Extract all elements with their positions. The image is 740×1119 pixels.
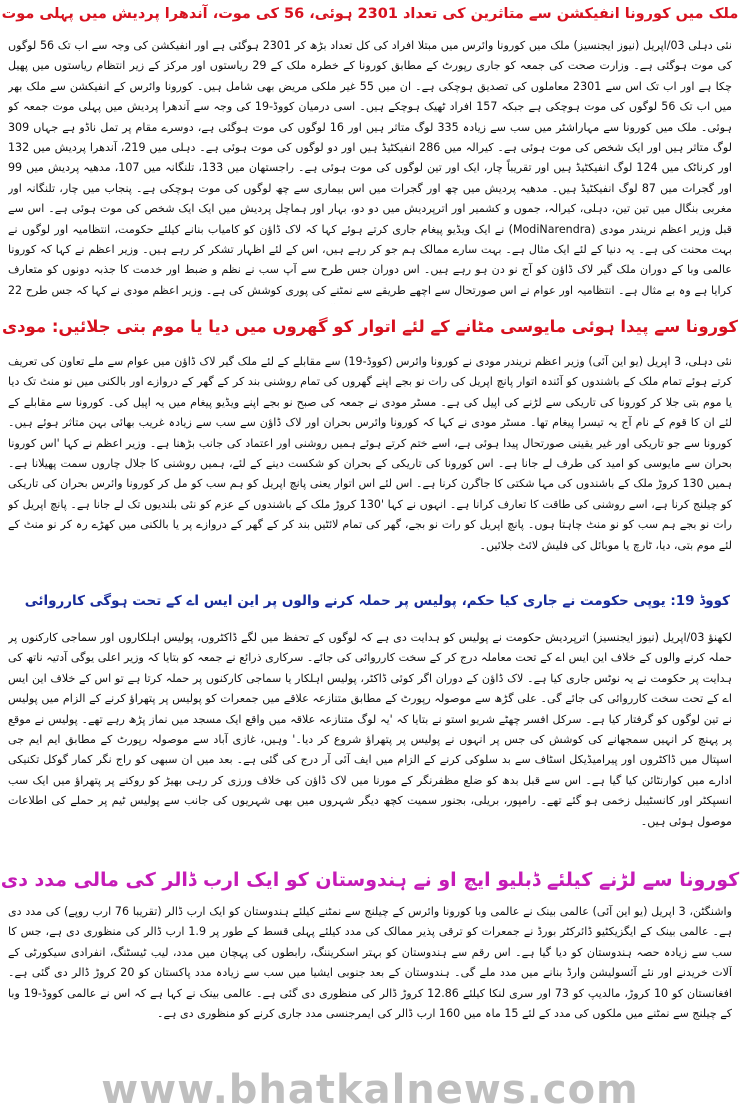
article1-body: نئی دہلی 03/اپریل (نیوز ایجنسیز) ملک میں کورونا وائرس میں مبتلا افراد کی کل تعداد بڑھ کر 2301 ہوگئی ہے اور انفیکشن کی وجہ سے اب تک 56 لوگوں کی موت ہوگئی ہے۔ وزارت صحت کی جمعہ کو جاری رپورٹ کے مطابق کورونا کے خطرہ ملک کے 29 ریاستوں اور مرکز کے زیر انتظام ریاستوں میں پھیل چکا ہے اور اب تک اس سے 2301 معاملوں کی تصدیق ہوچکی ہے۔ ان میں 55 غیر ملکی مریض بھی شامل ہیں۔ کورونا وائرس کے انفیکشن سے ملک بھر میں اب تک 56 لوگوں کی موت ہوچکی ہے جبکہ 157 افراد ٹھیک ہوچکے ہیں۔ اسی درمیان کووڈ-19 کی وجہ سے آندھرا پردیش میں پہلی موت جمعہ کو ہوئی۔ ملک میں کورونا سے مہاراشٹر میں سب سے زیادہ 335 لوگ متاثر ہیں اور 16 لوگوں کی موت ہوگئی ہے، دوسرے مقام پر تمل ناڈو ہے جہاں 309 لوگ متاثر ہیں اور ایک شخص کی موت ہوئی ہے۔ کیرالہ میں 286 انفیکٹیڈ ہیں اور دو لوگوں کی موت ہوئی ہے۔ دہلی میں 219، آندھرا پردیش میں 132 اور کرناٹک میں 124 لوگ انفیکٹیڈ ہیں اور تقریباً چار، ایک اور تین لوگوں کی موت ہوئی ہے۔ راجستھان میں 133، تلنگانہ میں 107، مدھیہ پردیش میں 99 اور گجرات میں 87 لوگ انفیکٹیڈ ہیں۔ مدھیہ پردیش میں چھ اور گجرات میں اس بیماری سے چھ لوگوں کی موت ہوچکی ہے۔ پنجاب میں چار، تلنگانہ اور مغربی بنگال میں تین تین، دہلی، کیرالہ، جموں و کشمیر اور اترپردیش میں دو دو، بہار اور ہماچل پردیش میں ایک ایک شخص کی موت ہوئی ہے۔ اس سے قبل وزیر اعظم نریندر مودی (ModiNarendra) نے ایک ویڈیو پیغام جاری کرتے ہوئے کہا کہ لاک ڈاؤن کو کامیاب بنانے کیلئے حکومت، انتظامیہ اور لوگوں نے بہت محنت کی ہے۔ یہ دنیا کے لئے ایک مثال ہے۔ بہت سارے ممالک ہم جو کر رہے ہیں، اس کے لئے اظہار تشکر کر رہے ہیں۔ وزیر اعظم نے کہا کہ کورونا عالمی وبا کے دوران ملک گیر لاک ڈاؤن کو آج نو دن ہو رہے ہیں۔ اس دوران جس طرح سے آپ سب نے نظم و ضبط اور خدمت کا جذبہ دونوں کو متعارف کرایا ہے وہ بے مثال ہے۔ انتظامیہ اور عوام نے اس صورتحال سے اچھے طریقے سے نمٹنے کی پوری کوشش کی ہے۔ وزیر اعظم مودی نے کہا کہ جس طرح 22	[8, 39, 732, 297]
article2-headline: کورونا سے پیدا ہوئی مایوسی مٹانے کے لئے اتوار کو گھروں میں دیا یا موم بتی جلائیں: مودی	[1, 317, 739, 336]
article1-headline: ملک میں کورونا انفیکشن سے متاثرین کی تعداد 2301 ہوئی، 56 کی موت، آندھرا پردیش میں پہلی موت	[1, 6, 739, 22]
article4-body: واشنگٹن، 3 اپریل (یو این آئی) عالمی بینک نے عالمی وبا کورونا وائرس کے چیلنج سے نمٹنے کیلئے ہندوستان کو ایک ارب ڈالر (تقریبا 76 ارب روپے) کی مدد دی ہے۔ عالمی بینک کے ایگزیکٹیو ڈائرکٹر بورڈ نے جمعرات کو ترقی پذیر ممالک کی مدد کیلئے پہلی قسط کے طور پر 1.9 ارب ڈالر کی منظوری دی ہے، جس کا سب سے زیادہ حصہ ہندوستان کو دیا گیا ہے۔ اس رقم سے ہندوستان کو بہتر اسکریننگ، رابطوں کی پہچان میں مدد، لیب ٹیسٹنگ، انفرادی سیکورٹی کے آلات خریدنے اور نئے آئسولیشن وارڈ بنانے میں مدد ملے گی۔ ہندوستان کے بعد جنوبی ایشیا میں سب سے زیادہ مدد پاکستان کو 20 کروڑ ڈالر دی گئی ہے۔ افغانستان کو 10 کروڑ، مالدیپ کو 73 اور سری لنکا کیلئے 12.86 کروڑ ڈالر کی منظوری دی گئی ہے۔ عالمی بینک نے کہا ہے کہ اس نے عالمی کووڈ-19 وبا کے چیلنج سے نمٹنے میں ملکوں کی مدد کے لئے 15 ماہ میں 160 ارب ڈالر کی ایمرجنسی مدد جاری کرنے کو منظوری دی ہے۔	[8, 905, 732, 1021]
site-watermark: www.bhatkalnews.com	[101, 1067, 639, 1113]
article3-headline: کووڈ 19: یوپی حکومت نے جاری کیا حکم، پولیس پر حملہ کرنے والوں پر این ایس اے کے تحت ہوگی کارروائی	[24, 593, 730, 609]
article2-body: نئی دہلی، 3 اپریل (یو این آئی) وزیر اعظم نریندر مودی نے کورونا وائرس (کووڈ-19) سے مقابلے کے لئے ملک گیر لاک ڈاؤن میں عوام سے ملے تعاون کی تعریف کرتے ہوئے تمام ملک کے باشندوں کو آئندہ اتوار پانچ اپریل کی رات نو بجے اپنے گھروں کی تمام روشنی بند کر کے گھر کے دروازے اور بالکنی میں نو منٹ تک دیا یا موم بتی جلا کر کورونا کی تاریکی سے لڑنے کی اپیل کی ہے۔ مسٹر مودی نے جمعہ کی صبح نو بجے اپنے ویڈیو پیغام میں یہ اپیل کی۔ کورونا سے مقابلے کے لئے ان کا قوم کے نام آج یہ تیسرا پیغام تھا۔ مسٹر مودی نے کہا کہ کورونا وائرس بحران اور لاک ڈاؤن سے سب سے زیادہ غریب بھائی بہن متاثر ہوئے ہیں۔ کورونا سے جو تاریکی اور غیر یقینی صورتحال پیدا ہوئی ہے، اسے ختم کرتے ہوئے ہمیں روشنی اور اعتماد کی جانب بڑھنا ہے۔ وزیر اعظم نے کہا 'اس کورونا بحران سے مایوسی کو امید کی طرف لے جانا ہے۔ اس کورونا کی تاریکی کے بحران کو شکست دینے کے لئے، ہمیں روشنی کا جلال چاروں سمت پھیلانا ہے۔ ہمیں 130 کروڑ ملک کے باشندوں کی مہا شکتی کا جاگرن کرنا ہے۔ اس لئے اس اتوار یعنی پانچ اپریل کو ہم سب کو مل کر کورونا وائرس بحران کی تاریکی کو چیلنج کرنا ہے، اسے روشنی کی طاقت کا تعارف کرانا ہے۔ انہوں نے کہا '130 کروڑ ملک کے باشندوں کے عزم کو نئی بلندیوں تک لے جانا ہے۔ پانچ اپریل کو رات نو بجے ہم سب کو نو منٹ چاہتا ہوں۔ پانچ اپریل کو رات نو بجے، گھر کی تمام لائٹیں بند کر کے گھر کے دروازے پر یا بالکنی میں کھڑے رہ کر نو منٹ کے لئے موم بتی، دیا، ٹارچ یا موبائل کی فلیش لائٹ جلائیں۔	[8, 355, 732, 552]
article3-body: لکھنؤ 03/اپریل (نیوز ایجنسیز) اترپردیش حکومت نے پولیس کو ہدایت دی ہے کہ لوگوں کے تحفظ میں لگے ڈاکٹروں، پولیس اہلکاروں اور سماجی کارکنوں پر حملہ کرنے والوں کے خلاف این ایس اے کے تحت معاملہ درج کر کے سخت کارروائی کی جائے۔ سرکاری ذرائع نے جمعہ کو بتایا کہ وزیر اعلی یوگی آدتیہ ناتھ کی ہدایت پر حکومت نے یہ نوٹس جاری کیا ہے۔ لاک ڈاؤن کے دوران اگر کوئی ڈاکٹر، پولیس اہلکار یا سماجی کارکنوں پر حملہ کرتا ہے تو اس کے خلاف این ایس اے کے تحت سخت کارروائی کی جائے گی۔ علی گڑھ سے موصولہ رپورٹ کے مطابق متنازعہ علاقے میں جمعرات کو پولیس پر پتھراؤ کرنے کے الزام میں پولیس نے تین لوگوں کو گرفتار کیا ہے۔ سرکل افسر چھٹے شریو استو نے بتایا کہ 'یہ لوگ متنازعہ علاقہ میں واقع ایک مسجد میں نماز پڑھ رہے تھے۔ پولیس نے موقع پر پہنچ کر انہیں سمجھانے کی کوشش کی جس پر انہوں نے پولیس پر پتھراؤ شروع کر دیا۔' وہیں، غازی آباد سے موصولہ رپورٹ کے مطابق ایم ایم جی اسپتال میں ڈاکٹروں اور پیرامیڈیکل اسٹاف سے بد سلوکی کرنے کے الزام میں ایف آئی آر درج کی گئی ہے۔ بعد میں ان سبھی کو راج نگر کمار گوکل تکنیکی ادارے میں کوارنٹائن کیا گیا ہے۔ اس سے قبل بدھ کو ضلع مظفرنگر کے مورنا میں لاک ڈاؤن کی خلاف ورزی کر رہی بھیڑ کو روکنے پر پتھراؤ میں ایک سب انسپکٹر اور کانسٹیبل زخمی ہو گئے تھے۔ رامپور، بریلی، بجنور سمیت کچھ دیگر شہروں میں بھی شہریوں کی جانب سے پولیس ٹیم پر حملے کی اطلاعات موصول ہوئی ہیں۔	[8, 631, 732, 828]
article4-headline: کورونا سے لڑنے کیلئے ڈبلیو ایچ او نے ہندوستان کو ایک ارب ڈالر کی مالی مدد دی	[0, 869, 740, 891]
